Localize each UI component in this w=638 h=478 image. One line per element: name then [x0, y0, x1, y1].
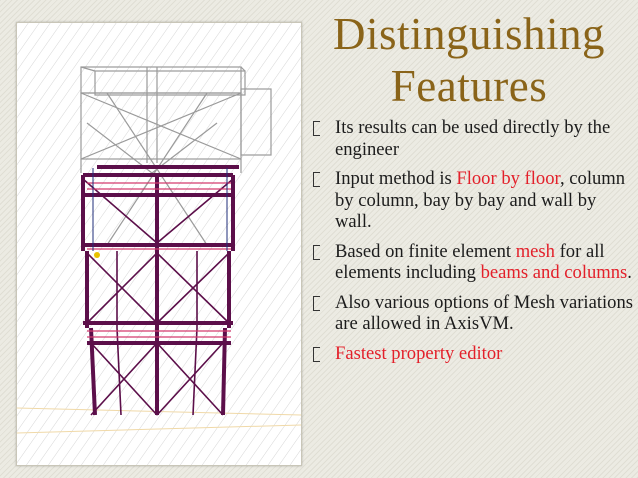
- bracket-bullet-icon: [313, 296, 320, 311]
- bullet-text: for all elements including: [335, 240, 605, 283]
- title-line-2: Features: [390, 61, 548, 111]
- bullet-text: Based on finite element: [335, 240, 516, 262]
- title-line-1: Distinguishing: [332, 9, 606, 59]
- bullet-text: Its results can be used directly by the engineer: [335, 117, 611, 160]
- origin-marker: [94, 252, 100, 258]
- bullet-text: Also various options of Mesh variations are allowed in AxisVM.: [335, 291, 633, 334]
- tower-model-drawing: [17, 23, 301, 465]
- list-item: [313, 168, 633, 233]
- bracket-bullet-icon: [313, 121, 320, 136]
- bracket-bullet-icon: [313, 245, 320, 260]
- bullet-text: Input method is: [335, 168, 457, 189]
- bracket-bullet-icon: [313, 347, 320, 362]
- bullet-text: .: [627, 262, 632, 283]
- bracket-bullet-icon: [313, 172, 320, 187]
- structure-model-image: [16, 22, 302, 466]
- feature-list: [313, 117, 633, 372]
- list-item: [313, 241, 633, 284]
- list-item: [313, 343, 633, 365]
- list-item: [313, 117, 633, 160]
- bullet-text: , column by column, bay by bay and wall by wall.: [335, 168, 626, 232]
- highlight-text: beams and columns: [480, 262, 628, 283]
- list-item: [313, 292, 633, 335]
- slide-title: [300, 8, 638, 112]
- highlight-text: mesh: [515, 240, 555, 262]
- highlight-text: Floor by floor: [456, 168, 560, 189]
- highlight-text: Fastest property editor: [335, 342, 503, 364]
